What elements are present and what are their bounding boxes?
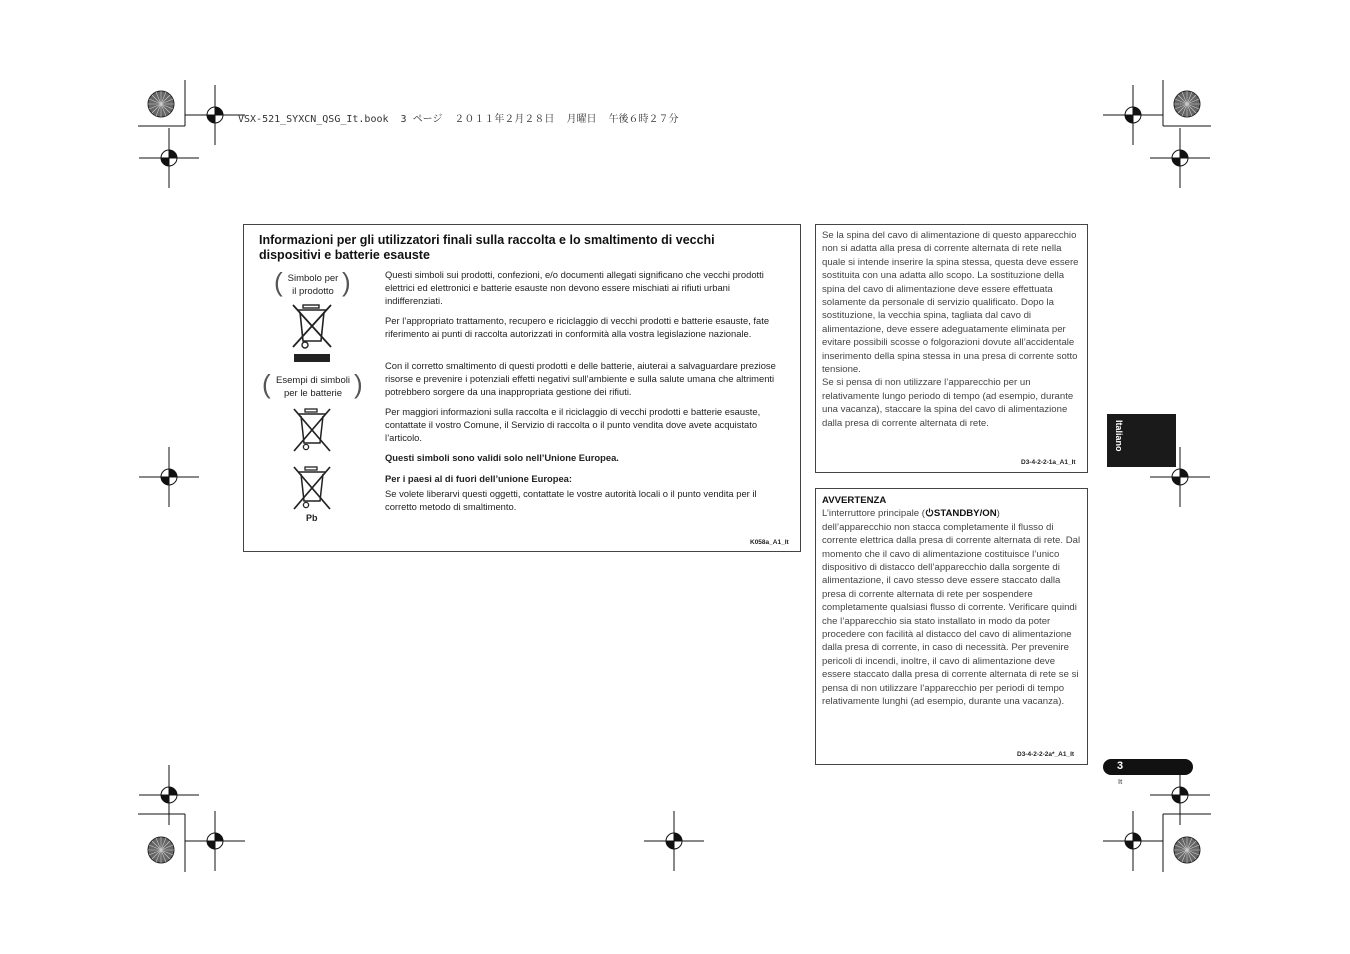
product-symbol-label bbox=[282, 273, 344, 298]
product-symbol-label-line1: Simbolo per bbox=[287, 273, 339, 284]
disposal-paragraph-1: Questi simboli sui prodotti, confezioni, e/o documenti allegati significano che vecchi prodotti elettrici ed elettronici e batterie esauste non devono essere mischiati ai rifiuti urbani indifferenziati. bbox=[385, 269, 764, 306]
warning-text-post: ) bbox=[996, 508, 1000, 520]
disposal-non-eu-title: Per i paesi al di fuori dell’unione Europea: bbox=[385, 473, 573, 484]
warning-text-pre: L’interruttore principale ( bbox=[822, 508, 925, 520]
disposal-paragraph-3: Con il corretto smaltimento di questi prodotti e delle batterie, aiuterai a salvaguardare preziose risorse e prevenire i potenziali effetti negativi sull’ambiente e sulla salute umana che altrimenti potrebbero sorgere da una inappropriata gestione dei rifiuti. bbox=[385, 360, 776, 397]
language-side-tab bbox=[1107, 414, 1176, 467]
standby-label: STANDBY/ON bbox=[933, 508, 997, 520]
warning-code: D3-4-2-2-2a*_A1_It bbox=[1017, 751, 1075, 758]
page-language: It bbox=[1118, 777, 1123, 786]
product-symbol-label-line2: il prodotto bbox=[292, 285, 334, 297]
disposal-paragraph-eu: Questi simboli sono validi solo nell’Unione Europea. bbox=[385, 452, 619, 463]
plug-text-1: Se la spina del cavo di alimentazione di questo apparecchio non si adatta alla presa di corrente alternata di rete nella quale si intende inserire la spina stessa, questa deve essere sostituita con una adatta allo scopo. La sostituzione della spina del cavo di alimentazione deve essere effettuata solamente da personale di servizio qualificato. Dopo la sostituzione, la vecchia spina, tagliata dal cavo di alimentazione, deve essere adeguatamente eliminata per evitare possibili scosse o folgorazioni dovute all’accidentale inserimento della spina stessa in una presa di corrente sotto tensione. bbox=[822, 230, 1079, 376]
disposal-code: K058a_A1_It bbox=[750, 539, 789, 546]
crossed-bin-product-icon bbox=[291, 303, 335, 365]
pb-label: Pb bbox=[306, 513, 318, 523]
warning-box bbox=[815, 488, 1088, 765]
battery-symbol-label-line1: Esempi di simboli bbox=[276, 375, 350, 386]
plug-text-2: Se si pensa di non utilizzare l’apparecchio per un relativamente lungo periodo di tempo (ad esempio, durante una vacanza), staccare la spina del cavo di alimentazione dalla presa di corrente alternata di rete. bbox=[822, 377, 1074, 429]
right-paren-icon: ) bbox=[342, 267, 351, 297]
warning-text-body: dell’apparecchio non stacca completamente il flusso di corrente elettrica dalla presa di corrente alternata di rete. Dal momento che il cavo di alimentazione costituisce l’unico dispositivo di distacco dell’apparecchio dalla sorgente di alimentazione, il cavo stesso deve essere staccato dalla presa di corrente alternata di rete per sospendere completamente qualsiasi flusso di corrente. Verificare quindi che l’apparecchio sia stato installato in modo da poter procedere con facilità al distacco del cavo di alimentazione dalla presa di corrente, in caso di necessità. Per prevenire pericoli di incendi, inoltre, il cavo di alimentazione deve essere staccato dalla presa di corrente alternata di rete se si pensa di non utilizzare l’apparecchio per periodi di tempo relativamente lunghi (ad esempio, durante una vacanza). bbox=[822, 521, 1081, 708]
plug-text bbox=[822, 229, 1084, 430]
battery-symbol-label-line2: per le batterie bbox=[283, 387, 343, 399]
power-icon bbox=[925, 508, 934, 517]
disposal-title: Informazioni per gli utilizzatori finali sulla raccolta e lo smaltimento di vecchi dispositivi e batterie esauste bbox=[259, 233, 715, 262]
disposal-info-box bbox=[243, 224, 801, 552]
warning-title: AVVERTENZA bbox=[822, 495, 887, 506]
disposal-paragraph-2: Per l’appropriato trattamento, recupero e riciclaggio di vecchi prodotti e batterie esauste, fate riferimento ai punti di raccolta autorizzati in conformità alla vostra legislazione nazionale. bbox=[385, 315, 770, 339]
plug-info-box bbox=[815, 224, 1088, 473]
crossed-bin-battery-pb-icon bbox=[291, 465, 335, 515]
page-number-pill bbox=[1103, 759, 1193, 775]
language-side-tab-label: Italiano bbox=[1114, 420, 1124, 452]
plug-code: D3-4-2-2-1a_A1_It bbox=[1021, 459, 1076, 466]
left-paren-icon-2: ( bbox=[262, 369, 271, 399]
warning-text bbox=[822, 494, 1084, 709]
battery-symbol-label bbox=[270, 375, 356, 400]
disposal-paragraph-non-eu: Se volete liberarvi questi oggetti, contattate le vostre autorità locali o il punto vendita per il corretto metodo di smaltimento. bbox=[385, 488, 757, 512]
left-paren-icon: ( bbox=[274, 267, 283, 297]
right-paren-icon-2: ) bbox=[354, 369, 363, 399]
page-number: 3 bbox=[1117, 760, 1124, 772]
file-info-header: VSX-521_SYXCN_QSG_It.book 3 ページ ２０１１年２月２８日 月曜日 午後６時２７分 bbox=[238, 114, 679, 125]
disposal-paragraph-4: Per maggiori informazioni sulla raccolta e il riciclaggio di vecchi prodotti e batterie esauste, contattate il vostro Comune, il Servizio di raccolta o il punto vendita dove avete acquistato l’articolo. bbox=[385, 406, 761, 443]
crossed-bin-battery-icon bbox=[291, 407, 335, 457]
